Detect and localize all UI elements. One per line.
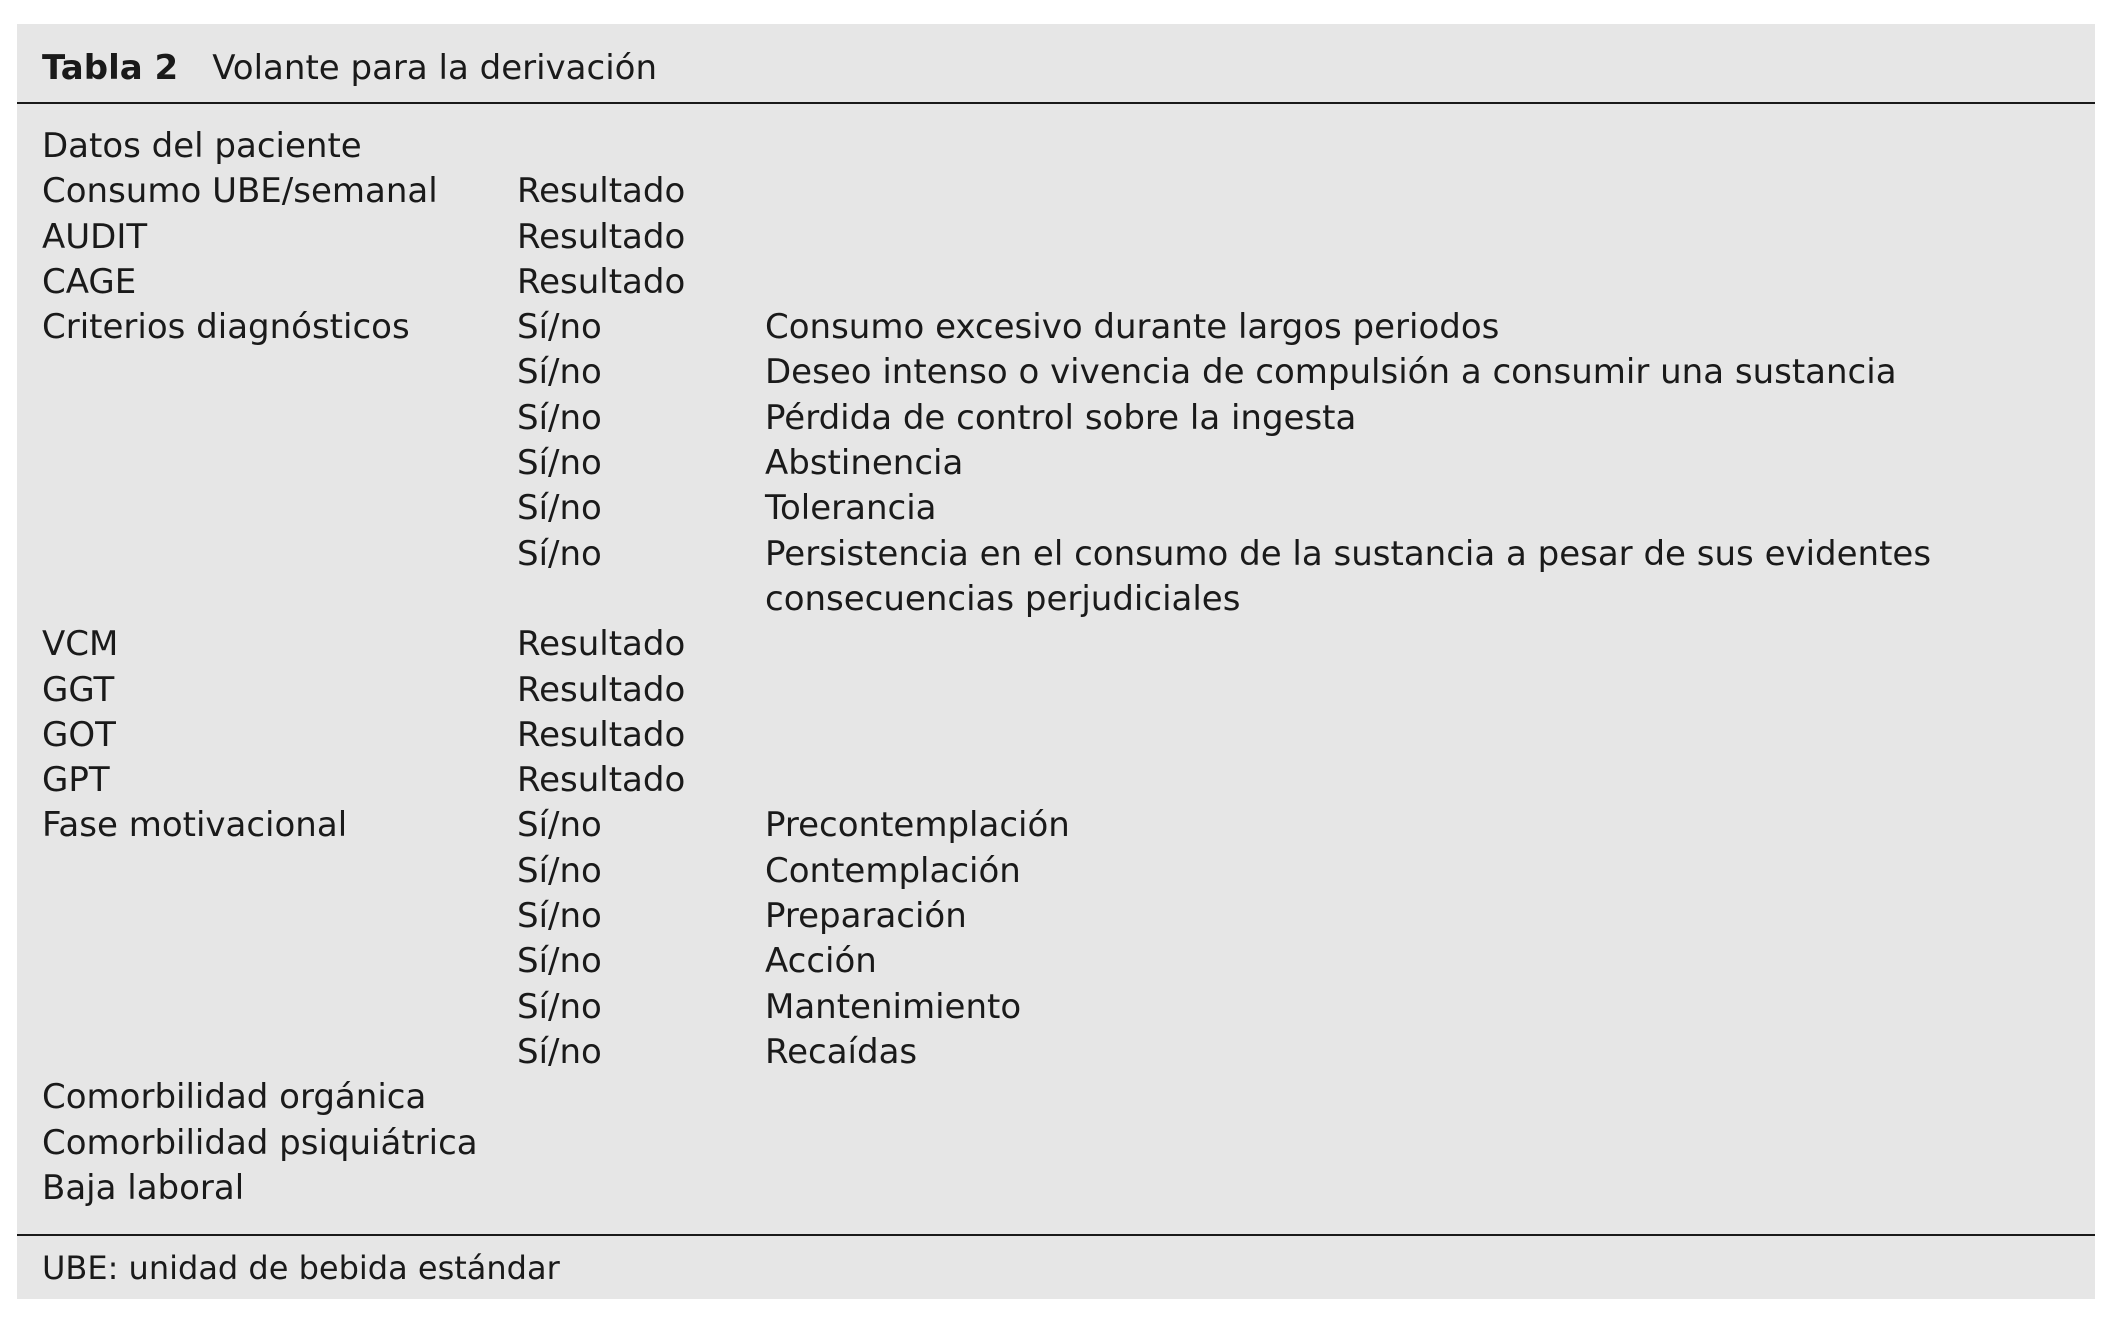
row-description: Persistencia en el consumo de la sustancia a pesar de sus evidentes	[765, 533, 1932, 574]
table-row	[17, 849, 2095, 894]
table-row	[17, 1121, 2095, 1166]
row-description: Mantenimiento	[765, 986, 1022, 1027]
row-response: Sí/no	[517, 805, 602, 846]
row-response: Resultado	[517, 760, 686, 801]
row-response: Sí/no	[517, 1031, 602, 1072]
row-response: Resultado	[517, 669, 686, 710]
row-label: Criterios diagnósticos	[42, 307, 410, 348]
table-row	[17, 758, 2095, 803]
row-response: Sí/no	[517, 397, 602, 438]
row-response: Sí/no	[517, 488, 602, 529]
top-rule	[17, 102, 2095, 104]
table-row	[17, 169, 2095, 214]
row-response: Resultado	[517, 171, 686, 212]
table-row	[17, 486, 2095, 531]
table-container	[17, 24, 2095, 1299]
row-description: consecuencias perjudiciales	[765, 578, 1241, 619]
table-row	[17, 1166, 2095, 1211]
row-description: Tolerancia	[765, 488, 937, 529]
row-response: Resultado	[517, 261, 686, 302]
row-description: Deseo intenso o vivencia de compulsión a consumir una sustancia	[765, 352, 1897, 393]
table-row	[17, 577, 2095, 622]
table-title: Volante para la derivación	[212, 48, 657, 88]
row-label: Baja laboral	[42, 1167, 245, 1208]
row-label: Comorbilidad psiquiátrica	[42, 1122, 478, 1163]
row-label: Comorbilidad orgánica	[42, 1077, 427, 1118]
row-label: CAGE	[42, 261, 137, 302]
row-response: Resultado	[517, 624, 686, 665]
row-description: Precontemplación	[765, 805, 1070, 846]
row-response: Sí/no	[517, 986, 602, 1027]
row-label: Fase motivacional	[42, 805, 348, 846]
row-label: Datos del paciente	[42, 126, 362, 166]
table-row	[17, 124, 2095, 169]
table-body	[17, 124, 2095, 1211]
table-row	[17, 532, 2095, 577]
row-response: Resultado	[517, 714, 686, 755]
row-description: Acción	[765, 941, 877, 982]
table-caption	[42, 36, 657, 100]
row-description: Recaídas	[765, 1031, 918, 1072]
table-row	[17, 260, 2095, 305]
row-label: GOT	[42, 714, 116, 755]
row-response: Sí/no	[517, 533, 602, 574]
table-row	[17, 622, 2095, 667]
row-response: Sí/no	[517, 443, 602, 484]
row-label: AUDIT	[42, 216, 148, 257]
row-description: Contemplación	[765, 850, 1021, 891]
row-response: Resultado	[517, 216, 686, 257]
bottom-rule	[17, 1234, 2095, 1236]
row-response: Sí/no	[517, 896, 602, 937]
row-response: Sí/no	[517, 352, 602, 393]
row-label: VCM	[42, 624, 119, 665]
table-row	[17, 713, 2095, 758]
row-label: GPT	[42, 760, 110, 801]
row-description: Consumo excesivo durante largos periodos	[765, 307, 1500, 348]
table-row	[17, 396, 2095, 441]
table-row	[17, 215, 2095, 260]
row-response: Sí/no	[517, 941, 602, 982]
table-row	[17, 441, 2095, 486]
row-description: Preparación	[765, 896, 967, 937]
table-row	[17, 668, 2095, 713]
row-label: Consumo UBE/semanal	[42, 171, 438, 212]
row-label: GGT	[42, 669, 115, 710]
table-row	[17, 894, 2095, 939]
table-number: Tabla 2	[42, 48, 179, 88]
table-row	[17, 803, 2095, 848]
row-description: Pérdida de control sobre la ingesta	[765, 397, 1357, 438]
table-row	[17, 350, 2095, 395]
table-row	[17, 939, 2095, 984]
row-response: Sí/no	[517, 850, 602, 891]
table-row	[17, 1075, 2095, 1120]
row-description: Abstinencia	[765, 443, 964, 484]
table-row	[17, 985, 2095, 1030]
table-row	[17, 305, 2095, 350]
table-footnote: UBE: unidad de bebida estándar	[42, 1249, 560, 1287]
row-response: Sí/no	[517, 307, 602, 348]
table-row	[17, 1030, 2095, 1075]
